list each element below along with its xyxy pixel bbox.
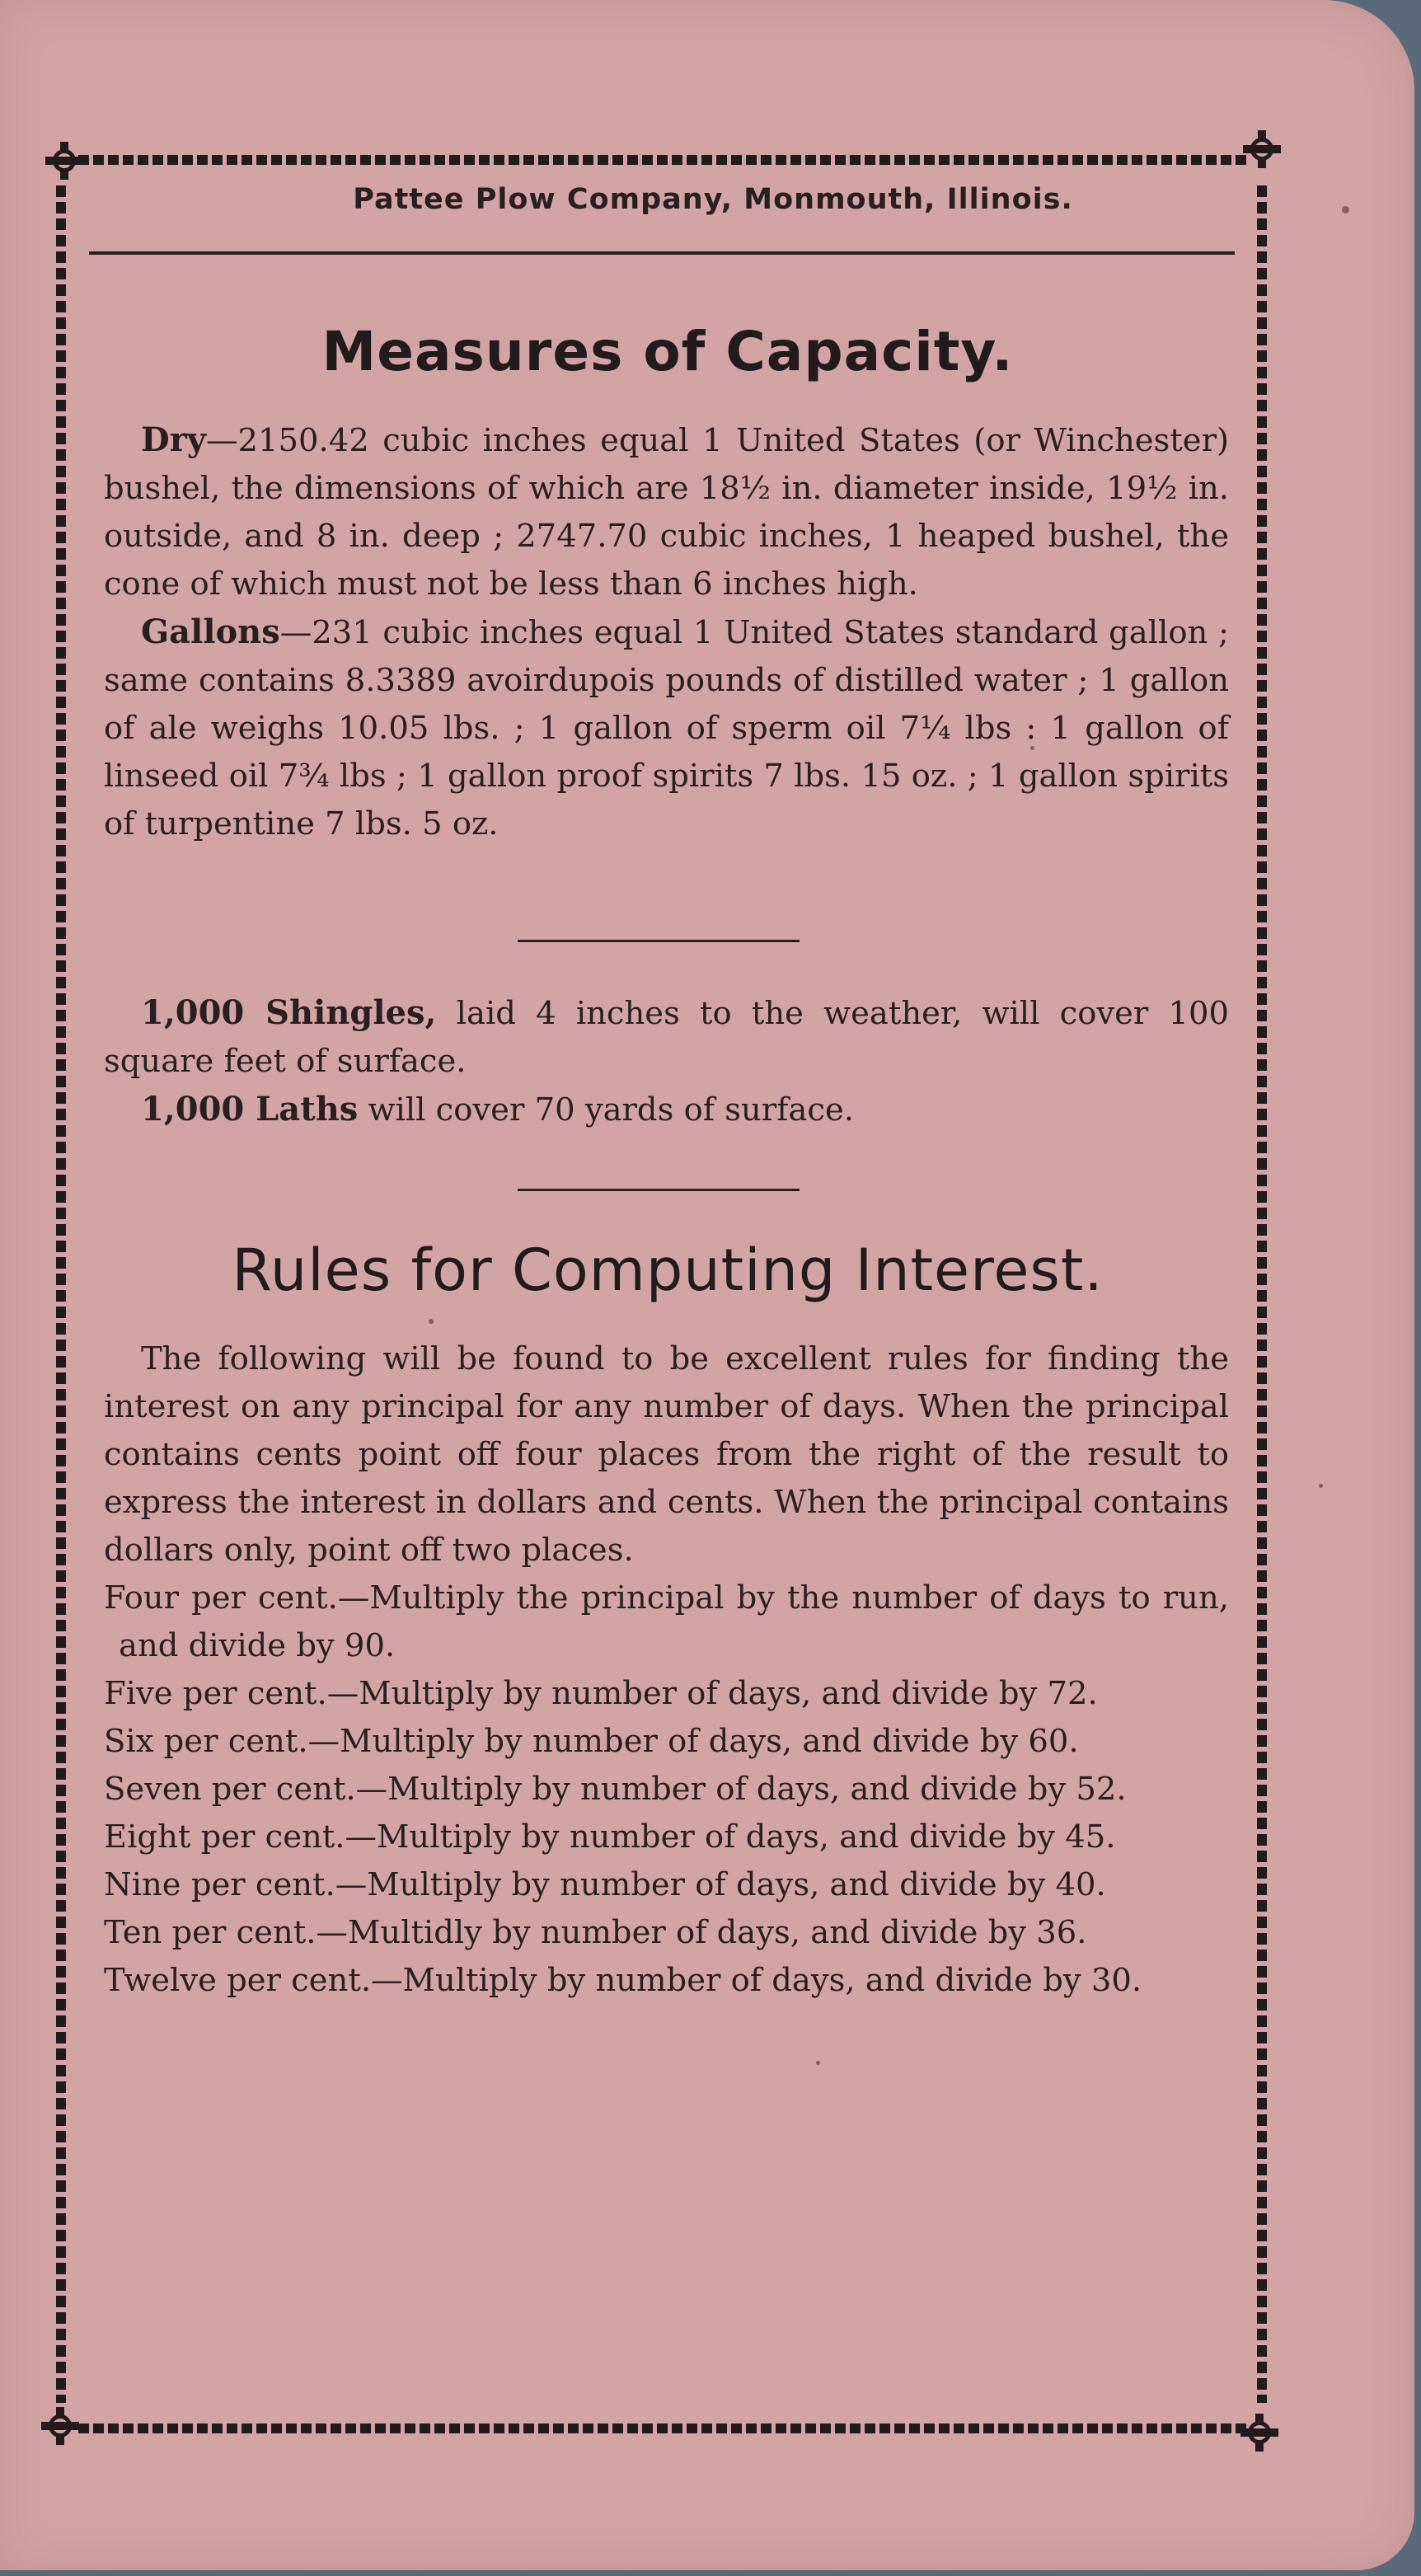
materials-section [104, 989, 1229, 1134]
interest-section [104, 1335, 1229, 2005]
interest-rule-10: Ten per cent.—Multidly by number of days, and divide by 36. [104, 1914, 1087, 1951]
gallons-lead: Gallons [141, 612, 280, 651]
interest-intro: The following will be found to be excellent rules for finding the interest on any principal for any number of days. When the principal contains cents point off four places from the right of the result to express the interest in dollars and cents. When the principal contains dollars only, point off two places. [104, 1340, 1229, 1569]
shingles-lead: 1,000 Shingles, [141, 993, 437, 1032]
corner-ornament-bottom-left [41, 2407, 79, 2445]
interest-rule-12: Twelve per cent.—Multiply by number of days, and divide by 30. [104, 1962, 1142, 1999]
paper-speck [429, 1319, 434, 1324]
interest-rule-9: Nine per cent.—Multiply by number of days, and divide by 40. [104, 1866, 1106, 1903]
gallons-text: —231 cubic inches equal 1 United States standard gallon ; same contains 8.3389 avoirdupois pounds of distilled water ; 1 gallon of ale weighs 10.05 lbs. ; 1 gallon of sperm oil 7¼ lbs : 1 gallon of linseed oil 7¾ lbs ; 1 gallon proof spirits 7 lbs. 15 oz. ; 1 gallon spirits of turpentine 7 lbs. 5 oz. [104, 614, 1229, 842]
interest-title: Rules for Computing Interest. [232, 1236, 1104, 1304]
gallons-paragraph [104, 608, 1229, 848]
dry-lead: Dry [141, 420, 207, 459]
corner-ornament-top-right [1243, 130, 1281, 168]
interest-rule-7: Seven per cent.—Multiply by number of days, and divide by 52. [104, 1771, 1127, 1808]
laths-text: will cover 70 yards of surface. [358, 1091, 854, 1128]
interest-rule-5: Five per cent.—Multiply by number of days, and divide by 72. [104, 1675, 1098, 1712]
shingles-text: laid 4 inches to the weather, will cover 100 square feet of surface. [104, 995, 1230, 1080]
corner-ornament-top-left [45, 142, 83, 180]
header-rule [89, 251, 1235, 255]
laths-lead: 1,000 Laths [141, 1090, 359, 1128]
capacity-section [104, 416, 1229, 848]
paper-speck [816, 2061, 820, 2065]
border-right [1257, 185, 1267, 2403]
shingles-paragraph [104, 989, 1229, 1086]
border-left [56, 185, 66, 2403]
border-bottom [78, 2424, 1249, 2433]
dry-text: —2150.42 cubic inches equal 1 United States (or Winchester) bushel, the dimensions of which are 18½ in. diameter inside, 19½ in. outside, and 8 in. deep ; 2747.70 cubic inches, 1 heaped bushel, the cone of which must not be less than 6 inches high. [104, 422, 1229, 603]
border-top [78, 155, 1249, 165]
interest-rule-6: Six per cent.—Multiply by number of days, and divide by 60. [104, 1723, 1079, 1760]
dry-paragraph [104, 416, 1229, 608]
paper-speck [1342, 206, 1349, 213]
company-header: Pattee Plow Company, Monmouth, Illinois. [353, 183, 1073, 216]
interest-rule-4: Four per cent.—Multiply the principal by the number of days to run, and divide by 90. [104, 1579, 1229, 1664]
section-divider [518, 1189, 800, 1191]
paper-speck [1319, 1484, 1323, 1488]
corner-ornament-bottom-right [1240, 2414, 1278, 2452]
laths-paragraph [104, 1086, 1229, 1134]
interest-rule-8: Eight per cent.—Multiply by number of days, and divide by 45. [104, 1818, 1116, 1856]
capacity-title: Measures of Capacity. [321, 320, 1014, 383]
section-divider [518, 940, 800, 942]
